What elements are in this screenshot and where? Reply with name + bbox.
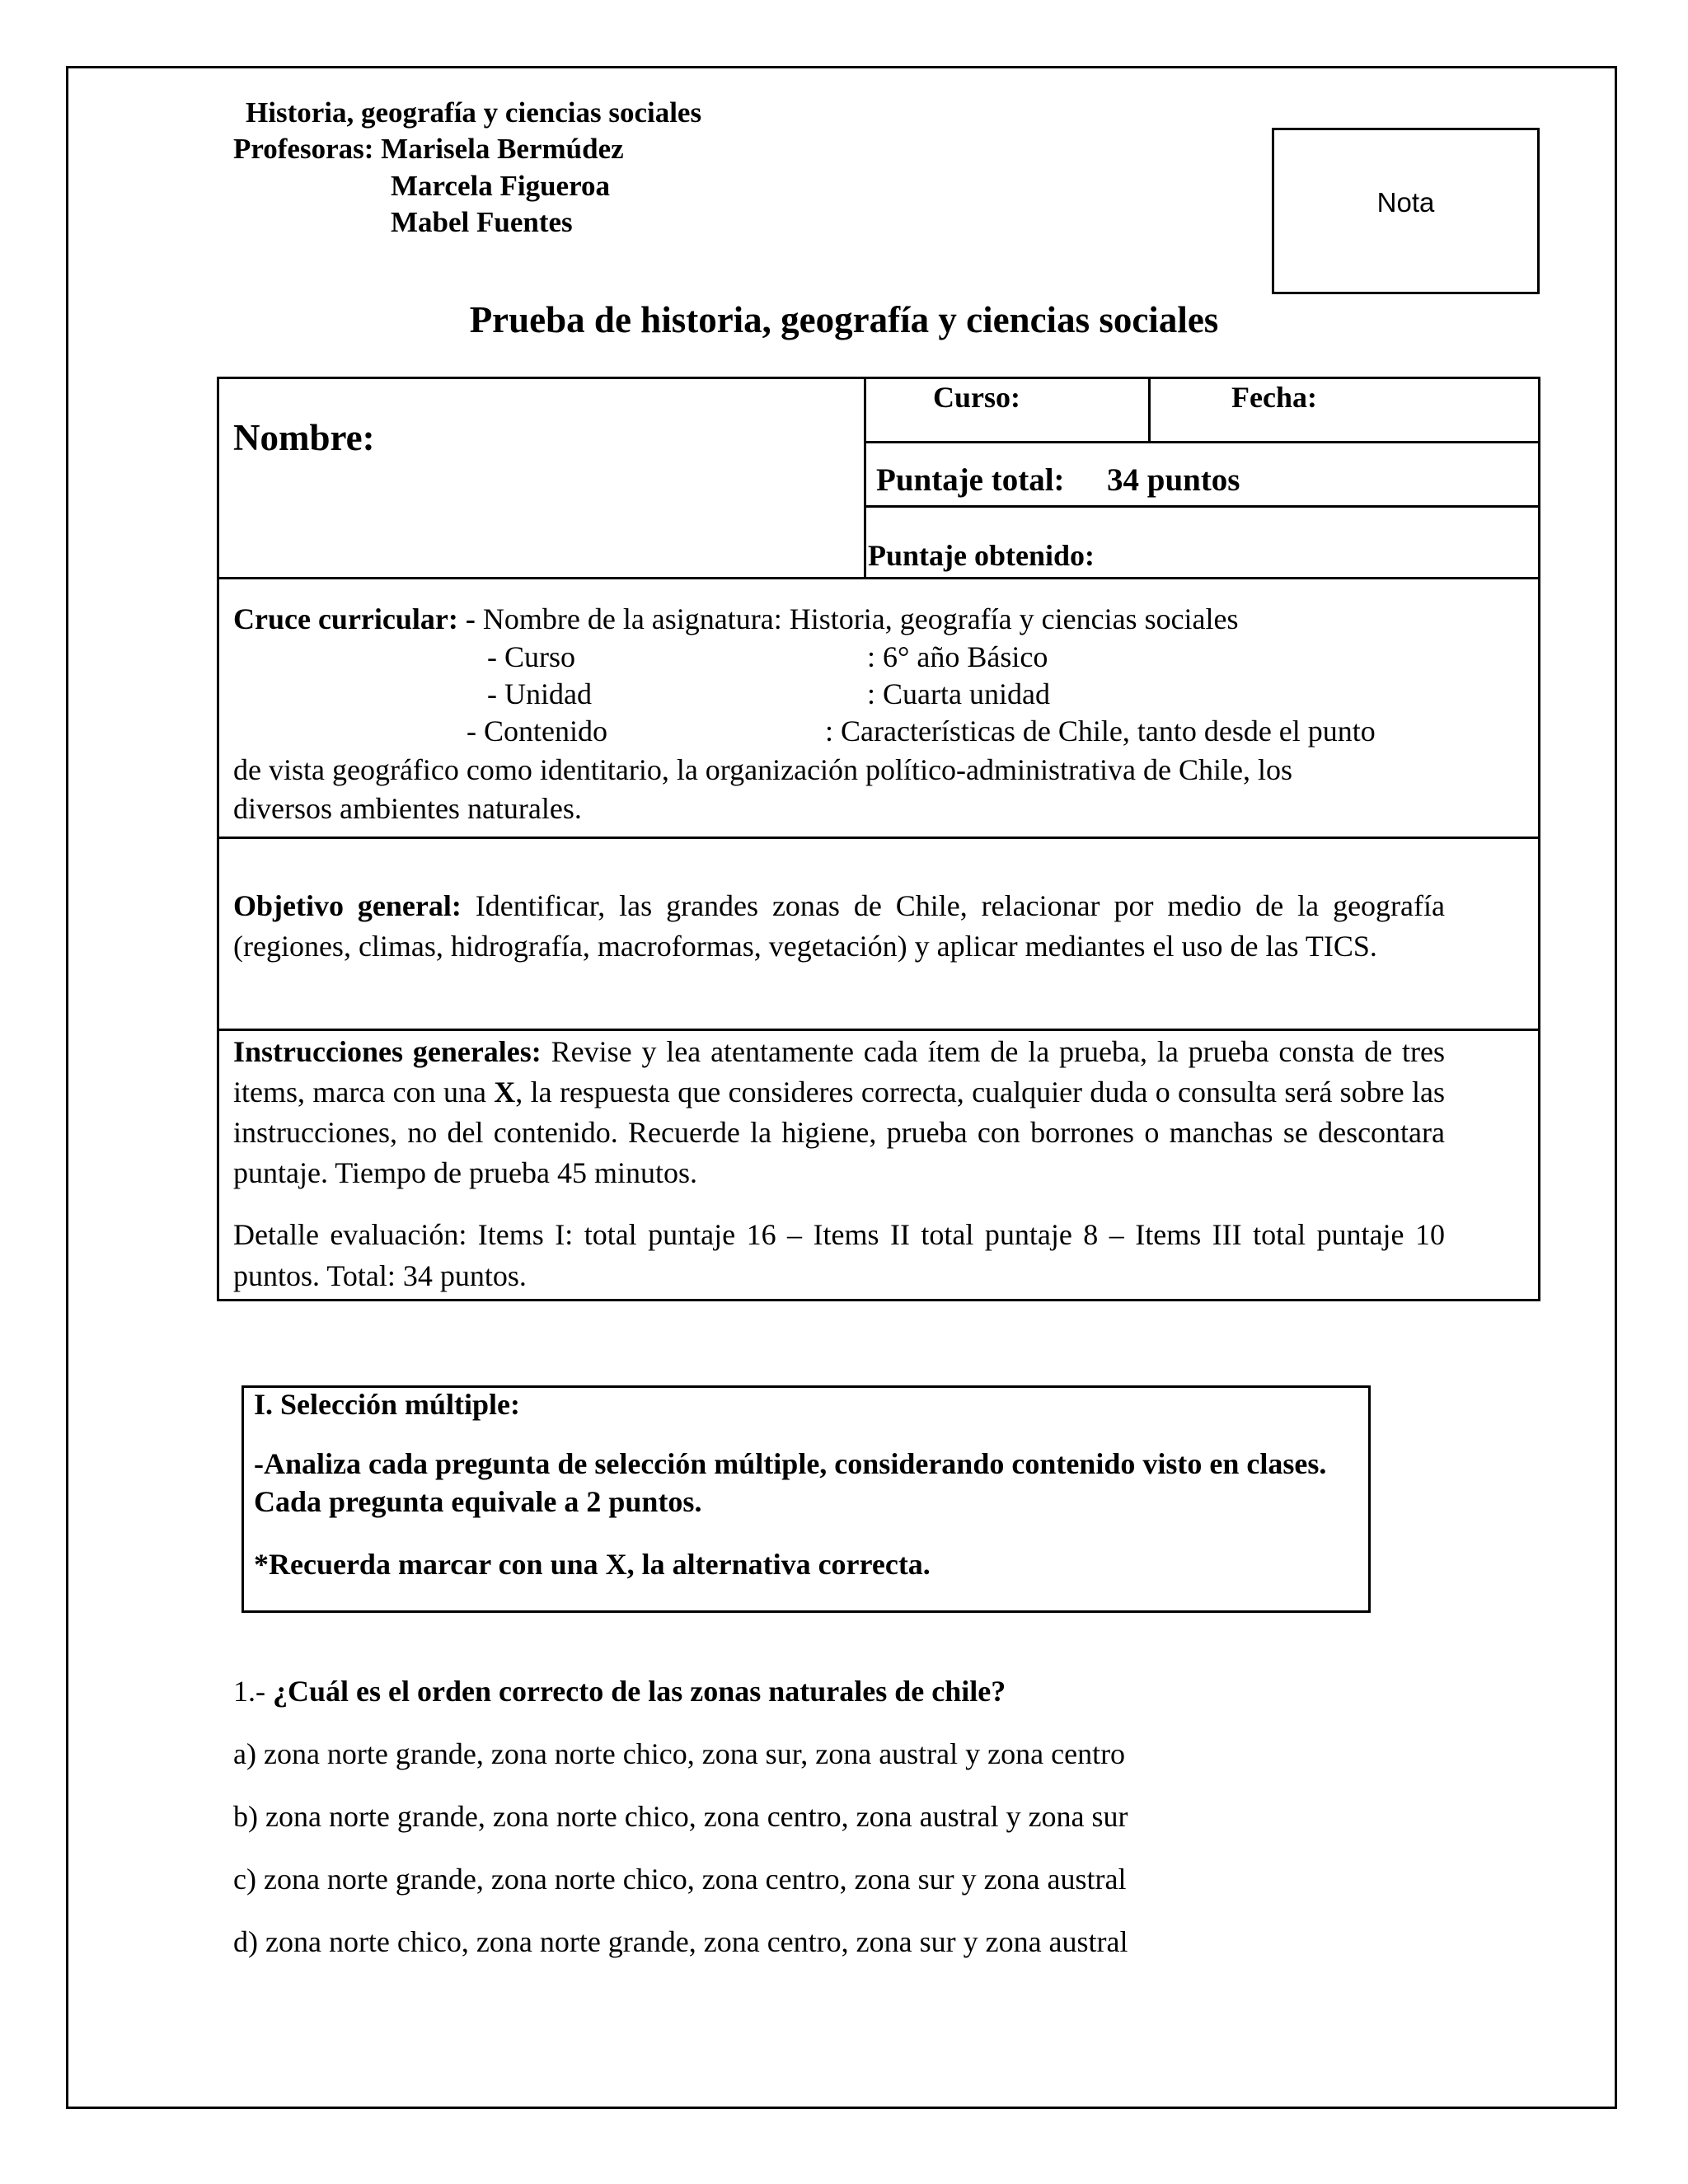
answer-option-a[interactable]: a) zona norte grande, zona norte chico, zona sur, zona austral y zona centro [233, 1737, 1126, 1770]
total-score-value: 34 puntos [1107, 462, 1240, 498]
question-text: ¿Cuál es el orden correcto de las zonas naturales de chile? [273, 1675, 1006, 1708]
table-divider [864, 505, 1540, 508]
table-divider [217, 577, 1540, 579]
name-label: Nombre: [233, 417, 375, 458]
curricular-content: - Contenido [467, 715, 607, 748]
curricular-line [233, 600, 1239, 638]
teacher-name: Mabel Fuentes [391, 206, 573, 238]
curricular-subject: Nombre de la asignatura: Historia, geografía y ciencias sociales [482, 602, 1239, 635]
evaluation-detail: Detalle evaluación: Items I: total puntaje 16 – Items II total puntaje 8 – Items III total puntaje 10 puntos. Total: 34 puntos. [233, 1218, 1445, 1292]
curricular-unit: - Unidad [487, 677, 592, 710]
teacher-name: Marcela Figueroa [391, 170, 610, 202]
instructions-text: Revise y lea atentamente cada ítem de la prueba, la prueba consta de tres items, marca con una [233, 1035, 1446, 1108]
teachers-line: Profesoras: Marisela Bermúdez [233, 133, 624, 165]
obtained-score-label: Puntaje obtenido: [868, 539, 1095, 572]
answer-option-c[interactable]: c) zona norte grande, zona norte chico, zona centro, zona sur y zona austral [233, 1863, 1127, 1896]
section-1-reminder: *Recuerda marcar con una X, la alternativa correcta. [254, 1548, 931, 1581]
curricular-content-value: : Características de Chile, tanto desde el punto [825, 715, 1376, 748]
answer-option-b[interactable]: b) zona norte grande, zona norte chico, zona centro, zona austral y zona sur [233, 1800, 1128, 1833]
table-divider [864, 441, 1540, 443]
table-divider [217, 837, 1540, 839]
objective-label: Objetivo general: [233, 889, 462, 922]
instructions-paragraph [233, 1032, 1445, 1193]
answer-option-d[interactable]: d) zona norte chico, zona norte grande, zona centro, zona sur y zona austral [233, 1925, 1128, 1958]
table-divider [1148, 377, 1151, 441]
section-1-title: I. Selección múltiple: [254, 1388, 520, 1421]
objective-paragraph [233, 886, 1445, 967]
curricular-label: Cruce curricular: - [233, 602, 476, 635]
curricular-unit-value: : Cuarta unidad [867, 677, 1050, 710]
curricular-content-line: de vista geográfico como identitario, la organización político-administrativa de Chile, los [233, 753, 1292, 786]
total-score-label: Puntaje total: [876, 462, 1065, 498]
objective-text: Identificar, las grandes zonas de Chile, relacionar por medio de la geografía (regiones, climas, hidrografía, macroformas, vegetación) y aplicar mediantes el uso de las TICS. [233, 889, 1445, 963]
curricular-content-line: diversos ambientes naturales. [233, 792, 582, 825]
curricular-course-value: : 6° año Básico [867, 640, 1048, 673]
table-divider [864, 377, 866, 578]
date-label: Fecha: [1231, 381, 1317, 414]
section-1-instruction: -Analiza cada pregunta de selección múltiple, considerando contenido visto en clases. Cada pregunta equivale a 2 puntos. [254, 1447, 1327, 1518]
grade-box-label: Nota [1376, 187, 1435, 218]
subject-heading: Historia, geografía y ciencias sociales [246, 96, 702, 129]
page-title: Prueba de historia, geografía y ciencias sociales [469, 299, 1219, 340]
course-label: Curso: [933, 381, 1020, 414]
instructions-text: , la respuesta que consideres correcta, cualquier duda o consulta será sobre las instrucciones, no del contenido. Recuerde la higiene, prueba con borrones o manchas se descontara puntaje. Tiempo de prueba 45 minutos. [233, 1076, 1445, 1189]
curricular-course: - Curso [487, 640, 575, 673]
question-1 [233, 1674, 1006, 1708]
instructions-mark: X [494, 1076, 516, 1108]
table-divider [217, 1029, 1540, 1031]
instructions-label: Instrucciones generales: [233, 1035, 542, 1068]
grade-box[interactable] [1272, 128, 1540, 294]
question-number: 1.- [233, 1675, 265, 1708]
name-field[interactable] [462, 396, 849, 560]
